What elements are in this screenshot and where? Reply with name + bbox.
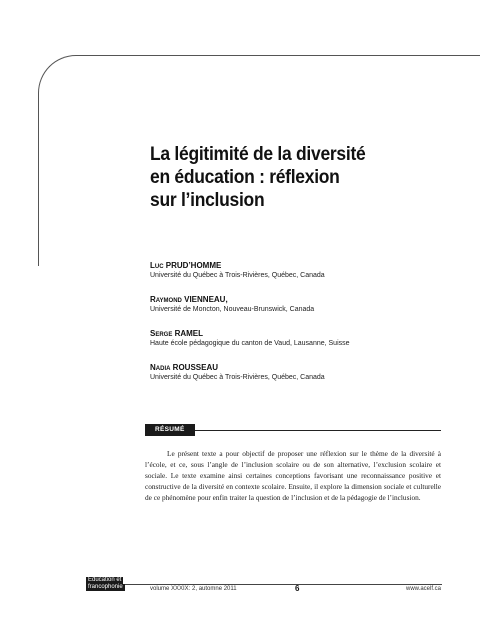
author-affiliation: Université de Moncton, Nouveau-Brunswick, Canada [150, 306, 315, 313]
logo-line-1: Éducation et [88, 577, 122, 583]
author-name: Serge RAMEL [150, 329, 204, 338]
footer-divider [86, 584, 442, 585]
website-url[interactable]: www.acelf.ca [405, 586, 441, 592]
author-name: Luc PRUD’HOMME [150, 261, 222, 270]
page-number: 6 [295, 584, 300, 593]
title-line-3: sur l’inclusion [150, 190, 265, 211]
volume-info: volume XXXIX: 2, automne 2011 [150, 586, 237, 592]
author-block [150, 328, 460, 349]
resume-label: RÉSUMÉ [145, 424, 195, 436]
author-name: Raymond VIENNEAU, [150, 295, 228, 304]
journal-logo [86, 577, 125, 591]
author-block [150, 260, 460, 281]
author-affiliation: Université du Québec à Trois-Rivières, Québec, Canada [150, 374, 325, 381]
author-name: Nadia ROUSSEAU [150, 363, 219, 372]
decorative-corner-line [38, 55, 129, 266]
article-title [150, 143, 426, 212]
abstract-text: Le présent texte a pour objectif de proposer une réflexion sur le thème de la diversité à l’école, et ce, sous l’angle de l’inclusion scolaire ou de son alternative, l’exclusion scolaire et sociale. Le texte examine ainsi certaines conceptions favorisant une reconnaissance positive et constructive de la diversité en contexte scolaire. Ensuite, il explore la dimension sociale et culturelle de ce phénomène pour enfin traiter la question de l’inclusion et de la pédagogie de l’inclusion. [145, 449, 441, 502]
decorative-top-line [76, 55, 480, 56]
author-list [150, 260, 460, 396]
author-block [150, 294, 460, 315]
author-affiliation: Université du Québec à Trois-Rivières, Québec, Canada [150, 272, 325, 279]
title-line-1: La légitimité de la diversité [150, 144, 366, 165]
title-line-2: en éducation : réflexion [150, 167, 340, 188]
author-affiliation: Haute école pédagogique du canton de Vaud, Lausanne, Suisse [150, 340, 350, 347]
logo-line-2: francophonie [88, 584, 123, 590]
author-block [150, 362, 460, 383]
